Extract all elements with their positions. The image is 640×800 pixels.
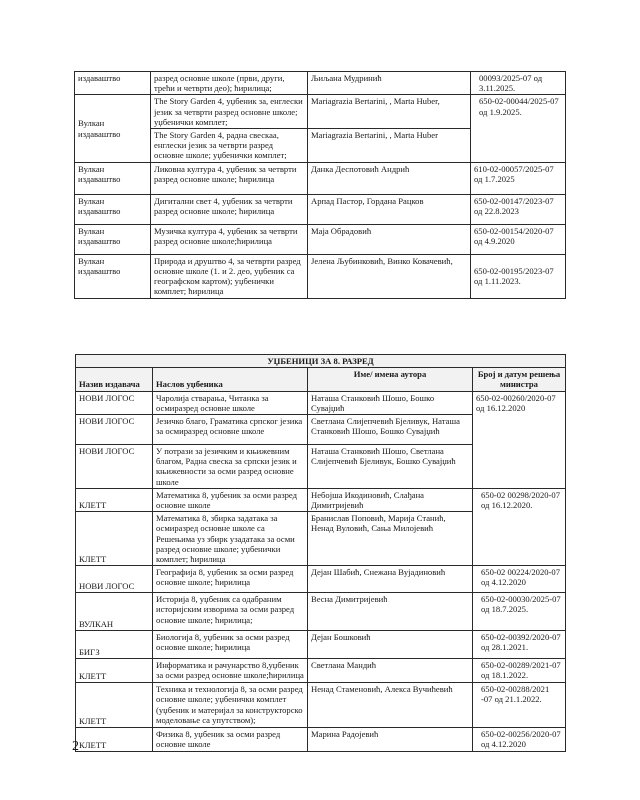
header-publisher: Назив издавача: [76, 368, 153, 391]
title-cell: Природа и друштво 4, за четврти разред основне школе (1. и 2. део, уџбеник са географском картом); уџбенички комплет; ћирилица: [151, 254, 308, 298]
authors-cell: Маја Обрадовић: [308, 224, 471, 254]
title-cell: Техника и технологија 8, за осми разред основне школе; уџбенички комплет (уџбеник и материјал за конструкторско моделовање са упутством);: [153, 683, 308, 728]
publisher-cell: НОВИ ЛОГОС: [76, 391, 153, 414]
publisher-cell: НОВИ ЛОГОС: [76, 566, 153, 593]
decision-cell: 650-02-00195/2023-07 од 1.11.2023.: [471, 254, 566, 298]
authors-cell: Mariagrazia Bertarini, , Marta Huber: [308, 129, 471, 163]
decision-cell: 650-02-00288/2021 -07 од 21.1.2022.: [473, 683, 566, 728]
decision-cell: 650-02-00044/2025-07 од 1.9.2025.: [471, 95, 566, 162]
publisher-cell: КЛЕТТ: [76, 488, 153, 511]
publisher-cell: КЛЕТТ: [76, 659, 153, 683]
table-row: [76, 631, 566, 659]
publisher-cell: КЛЕТТ: [76, 728, 153, 752]
authors-cell: Ненад Стаменовић, Алекса Вучићевић: [308, 683, 473, 728]
table-title-row: [76, 355, 566, 368]
title-cell: Историја 8, уџбеник са одабраним историјским изворима за осми разред основне школе; ћирилица;: [153, 593, 308, 631]
table-header-row: [76, 368, 566, 391]
publisher-cell: НОВИ ЛОГОС: [76, 415, 153, 445]
title-cell: Математика 8, збирка задатака за осмиразред основне школе са Решењима уз збирк узадатака за осми разред основне школе; уџбенички комплет; ћирилица: [153, 512, 308, 566]
authors-cell: Љиљана Мудринић: [308, 72, 471, 95]
decision-cell: 650-02-00154/2020-07 од 4.9.2020: [471, 224, 566, 254]
authors-cell: Арпад Пастор, Гордана Рацков: [308, 194, 471, 224]
publisher-cell: издаваштво: [75, 72, 151, 95]
publisher-cell: Вулкан издаваштво: [75, 95, 151, 162]
decision-cell: 650-02 00224/2020-07 од 4.12.2020: [473, 566, 566, 593]
decision-cell: 650-02-00289/2021-07 од 18.1.2022.: [473, 659, 566, 683]
title-cell: Математика 8, уџбеник за осми разред основне школе: [153, 488, 308, 511]
grade8-textbook-table: [75, 354, 566, 752]
title-cell: Музичка култура 4, уџбеник за четврти разред основне школе;ћирилица: [151, 224, 308, 254]
title-cell: Географија 8, уџбеник за осми разред основне школе; ћирилица: [153, 566, 308, 593]
page-number: 2: [72, 739, 79, 754]
title-cell: Језичко благо, Граматика српског језика за осмиразред основне школе: [153, 415, 308, 445]
authors-cell: Небојша Икодиновић, Слађана Димитријевић: [308, 488, 473, 511]
publisher-cell: КЛЕТТ: [76, 683, 153, 728]
authors-cell: Дејан Шабић, Снежана Вујадиновић: [308, 566, 473, 593]
title-cell: У потрази за језичким и књижевним благом, Радна свеска за српски језик и књижевности за осми разред основне школе: [153, 445, 308, 489]
table-row: [76, 566, 566, 593]
table-row: [76, 728, 566, 752]
authors-cell: Весна Димитријевић: [308, 593, 473, 631]
publisher-cell: БИГЗ: [76, 631, 153, 659]
publisher-cell: КЛЕТТ: [76, 512, 153, 566]
table-row: [75, 72, 566, 95]
title-cell: разред основне школе (први, други, трећи и четврти део); ћирилица;: [151, 72, 308, 95]
table-row: [75, 224, 566, 254]
table-row: [75, 95, 566, 129]
title-cell: The Story Garden 4, уџбеник за, енглески језик за четврти разред основне школе; уџбенички комплет;: [151, 95, 308, 129]
table-row: [75, 162, 566, 194]
table-title: УЏБЕНИЦИ ЗА 8. РАЗРЕД: [76, 355, 566, 368]
decision-cell: 650-02-00392/2020-07 од 28.1.2021.: [473, 631, 566, 659]
authors-cell: Mariagrazia Bertarini, , Marta Huber,: [308, 95, 471, 129]
table-row: [75, 254, 566, 298]
decision-cell: 00093/2025-07 од 3.11.2025.: [471, 72, 566, 95]
header-authors: Име/ имена аутора: [308, 368, 473, 391]
decision-cell: 650-02 00298/2020-07 од 16.12.2020.: [473, 488, 566, 565]
decision-cell: 610-02-00057/2025-07 од 1.7.2025: [471, 162, 566, 194]
publisher-cell: Вулкан издаваштво: [75, 194, 151, 224]
decision-cell: 650-02-00256/2020-07 од 4.12.2020: [473, 728, 566, 752]
authors-cell: Светлана Слијепчевић Бјеливук, Наташа Станковић Шошо, Бошко Сувајџић: [308, 415, 473, 445]
decision-cell: 650-02-00147/2023-07 од 22.8.2023: [471, 194, 566, 224]
authors-cell: Наташа Станковић Шошо, Бошко Сувајџић: [308, 391, 473, 414]
publisher-cell: ВУЛКАН: [76, 593, 153, 631]
publisher-cell: Вулкан издаваштво: [75, 162, 151, 194]
authors-cell: Светлана Мандић: [308, 659, 473, 683]
table-row: [76, 488, 566, 511]
table-row: [76, 593, 566, 631]
table-row: [76, 683, 566, 728]
table-row: [76, 391, 566, 414]
authors-cell: Марина Радојевић: [308, 728, 473, 752]
authors-cell: Јелена Љубинковић, Винко Ковачевић,: [308, 254, 471, 298]
authors-cell: Бранислав Поповић, Марија Станић, Ненад Вуловић, Сања Милојевић: [308, 512, 473, 566]
authors-cell: Дејан Бошковић: [308, 631, 473, 659]
header-decision: Број и датум решења министра: [473, 368, 566, 391]
title-cell: The Story Garden 4, радна свескаа, енглески језик за четврти разред основне школе; уџбенички комплет;: [151, 129, 308, 163]
title-cell: Биологија 8, уџбеник за осми разред основне школе; ћирилица: [153, 631, 308, 659]
title-cell: Дигитални свет 4, уџбеник за четврти разред основне школе; ћирилица: [151, 194, 308, 224]
title-cell: Информатика и рачунарство 8,уџбеник за осми разред основне школе;ћирилица: [153, 659, 308, 683]
authors-cell: Данка Деспотовић Андрић: [308, 162, 471, 194]
title-cell: Физика 8, уџбеник за осми разред основне школе: [153, 728, 308, 752]
grade4-textbook-table: [74, 71, 566, 299]
decision-cell: 650-02-00030/2025-07 од 18.7.2025.: [473, 593, 566, 631]
title-cell: Чаролија стварања, Читанка за осмиразред основне школе: [153, 391, 308, 414]
decision-cell: 650-02-00260/2020-07 од 16.12.2020: [473, 391, 566, 488]
authors-cell: Наташа Станковић Шошо, Светлана Слијепчевић Бјеливук, Бошко Сувајџић: [308, 445, 473, 489]
publisher-cell: НОВИ ЛОГОС: [76, 445, 153, 489]
header-title: Наслов уџбеника: [153, 368, 308, 391]
publisher-cell: Вулкан издаваштво: [75, 254, 151, 298]
title-cell: Ликовна култура 4, уџбеник за четврти разред основне школе; ћирилица: [151, 162, 308, 194]
table-row: [76, 659, 566, 683]
table-row: [75, 194, 566, 224]
publisher-cell: Вулкан издаваштво: [75, 224, 151, 254]
